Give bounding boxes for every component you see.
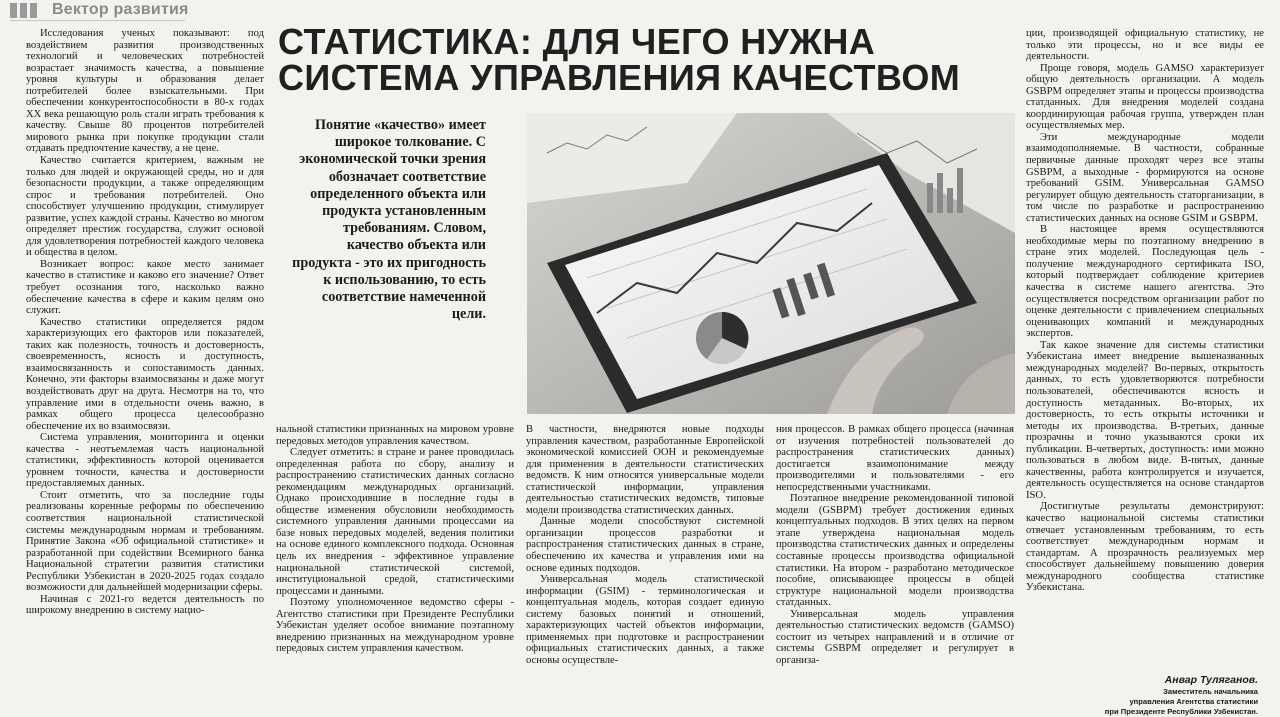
paragraph: В настоящее время осуществляются необходимые меры по поэтапному внедрению в стране этих моделей. Последующая цель - получение международного сертификата ISO, который подтверждает соблюдение критериев качества в системе нашего агентства. Это осуществляется посредством организации работ по оценке деятельности с привлечением специальных оценивающих компаний и международных экспертов. bbox=[1026, 224, 1264, 340]
paragraph: нальной статистики признанных на мировом уровне передовых методов управления качеством. bbox=[276, 424, 514, 447]
paragraph: Эти международные модели взаимодополняемые. В частности, собранные первичные данные проходят через все этапы GSBPM, а выходные - формируются на основе требований GSIM. Универсальная GAMSO регулирует общую деятельность статорганизации, в том числе по разработке и распространению статистических данных на основе GSIM и GSBPM. bbox=[1026, 131, 1264, 224]
author-position-line: управления Агентства статистики bbox=[1129, 697, 1258, 706]
paragraph: Достигнутые результаты демонстрируют: качество национальной системы статистики отвечает установленным требованиям, то есть соответствует международным нормам и стандартам. А прозрачность реализуемых мер способствует дальнейшему повышению доверия международного сообщества статистике Узбекистана. bbox=[1026, 501, 1264, 594]
paragraph: Исследования ученых показывают: под воздействием развития производственных технологий и человеческих потребностей возрастает значимость качества, а повышение уровня культуры и образования делает потребителей более взыскательными. При обеспечении конкурентоспособности в 80-х годах XX века решающую роль стали играть требования к качеству. Свыше 80 процентов потребителей мирового рынка при покупке продукции стали отдавать предпочтение качеству, а не цене. bbox=[26, 28, 264, 155]
paragraph: Возникает вопрос: какое место занимает качество в статистике и каково его значение? Ответ требует осознания того, насколько важно обеспечение качества в сфере и каким целям оно служит. bbox=[26, 258, 264, 317]
article-column-5 bbox=[1026, 28, 1264, 594]
headline-line-2: СИСТЕМА УПРАВЛЕНИЯ КАЧЕСТВОМ bbox=[278, 57, 961, 98]
paragraph: В частности, внедряются новые подходы управления качеством, разработанные Европейской экономической комиссией ООН и рекомендуемые для применения в деятельности статистических ведомств. К ним относятся универсальные модели статистической информации, управления деятельностью статистических ведомств, типовые модели производства статистических данных. bbox=[526, 424, 764, 516]
article-column-2 bbox=[276, 424, 514, 655]
paragraph: Качество статистики определяется рядом характеризующих его факторов или показателей, таких как полезность, точность и достоверность, своевременность, ясность и доступность, взаимосвязанность и сопоставимость данных. Конечно, эти факторы взаимосвязаны и даже могут воздействовать друг на друга. Несмотря на то, что управление ими в отдельности очень важно, в рамках общего процесса целесообразно обеспечение их во взаимосвязи. bbox=[26, 316, 264, 432]
article-column-1 bbox=[26, 28, 264, 617]
paragraph: Проще говоря, модель GAMSO характеризует общую деятельность организации. А модель GSBPM определяет этапы и процессы производства статданных. Для внедрения моделей создана координирующая рабочая группа, утвержден план осуществляемых мер. bbox=[1026, 62, 1264, 132]
article-column-4 bbox=[776, 424, 1014, 666]
paragraph: Поэтапное внедрение рекомендованной типовой модели (GSBPM) требует достижения единых концептуальных подходов. В этих целях на первом этапе утверждена национальная модель производства статистических данных и определены составные процессы производства официальной статистики. На втором - разработано методическое пособие, описывающее процессы в общей структуре национальной модели производства статданных. bbox=[776, 493, 1014, 609]
paragraph: ции, производящей официальную статистику, не только эти процессы, но и все виды ее деятельности. bbox=[1026, 28, 1264, 63]
paragraph: Система управления, мониторинга и оценки качества - неотъемлемая часть национальной статистики, эффективность которой оценивается уровнем точности, качества и достоверности предоставляемых данных. bbox=[26, 432, 264, 490]
paragraph: Так какое значение для системы статистики Узбекистана имеет внедрение вышеназванных международных моделей? Во-первых, открытость данных, то есть удовлетворяются потребности пользователей, обеспечиваются ясность и доступность метаданных. Во-вторых, их достоверность, то есть открыты источники и методы их производства. В-третьих, данные прозрачны и точно указываются сроки их публикации. В-четвертых, доступность: ими можно пользоваться в любом виде. В-пятых, данные качественны, работа контролируется и изучается, деятельность осуществляется на основе стандартов ISO. bbox=[1026, 339, 1264, 501]
paragraph: Начиная с 2021-го ведется деятельность по широкому внедрению в систему нацио- bbox=[26, 593, 264, 617]
paragraph: Универсальная модель управления деятельностью статистических ведомств (GAMSO) состоит из четырех направлений и в отличие от системы GSBPM определяет и регулирует в организа- bbox=[776, 608, 1014, 666]
paragraph: Универсальная модель статистической информации (GSIM) - терминологическая и концептуальная модель, которая создает единую систему базовых понятий и отношений, характеризующих частей объектов информации, применяемых при подготовке и распространении официальных статистических данных, а также основы осуществле- bbox=[526, 574, 764, 666]
paragraph: Качество считается критерием, важным не только для людей и окружающей среды, но и для безопасности продукции, а также определяющим спрос и требования потребителей. Оно способствует улучшению продукции, стимулирует развитие, успех каждой страны. Качество во многом определяет престиж государства, служит основой для удовлетворения потребностей каждого человека и общества в целом. bbox=[26, 155, 264, 259]
section-header-marks bbox=[10, 3, 37, 18]
paragraph: ния процессов. В рамках общего процесса (начиная от изучения потребностей пользователей до распространения статистических данных) достигается взаимопонимание между производителями и пользователями - его непосредственными участниками. bbox=[776, 424, 1014, 493]
article-lead: Понятие «качество» имеет широкое толкование. С экономической точки зрения обозначает соответствие определенного объекта или продукта установленным требованиям. Словом, качество объекта или продукта - это их пригодность к использованию, то есть соответствие намеченной цели. bbox=[292, 117, 486, 323]
article-headline bbox=[278, 21, 1018, 98]
author-name: Анвар Туляганов. bbox=[1164, 674, 1258, 686]
paragraph: Данные модели способствуют системной организации процессов разработки и распространения статистических данных в стране, обеспечению их качества и управления ими на основе единых подходов. bbox=[526, 516, 764, 574]
article-column-3 bbox=[526, 424, 764, 666]
paragraph: Следует отметить: в стране и ранее проводилась определенная работа по сбору, анализу и распространению статистических данных согласно рекомендациям международных организаций. Однако происходившие в последние годы в обществе изменения обусловили необходимость системного управления данными процессами на базе новых передовых моделей, ведения политики на основе единого комплексного подхода. Основная цель их внедрения - эффективное управление национальной статистической системой, институциональной средой, статистическими процессами и данными. bbox=[276, 447, 514, 597]
paragraph: Стоит отметить, что за последние годы реализованы коренные реформы по обеспечению соответствия национальной статистической системы международным нормам и требованиям. Принятие Закона «Об официальной статистике» и разработанной при содействии Всемирного банка Национальной стратегии развития статистики Республики Узбекистан в 2020-2025 годах создало возможности для дальнейшей модернизации сферы. bbox=[26, 489, 264, 594]
author-position-line: при Президенте Республики Узбекистан. bbox=[1104, 707, 1258, 716]
section-header-rule bbox=[10, 20, 185, 21]
author-signature bbox=[1105, 674, 1258, 717]
section-header: Вектор развития bbox=[52, 1, 189, 18]
author-position-line: Заместитель начальника bbox=[1163, 687, 1258, 696]
headline-line-1: СТАТИСТИКА: ДЛЯ ЧЕГО НУЖНА bbox=[278, 21, 876, 62]
paragraph: Поэтому уполномоченное ведомство сферы - Агентство статистики при Президенте Республики Узбекистан уделяет особое внимание поэтапному внедрению признанных на международном уровне передовых систем управления качеством. bbox=[276, 597, 514, 655]
tablet-with-charts-photo bbox=[527, 113, 1015, 414]
